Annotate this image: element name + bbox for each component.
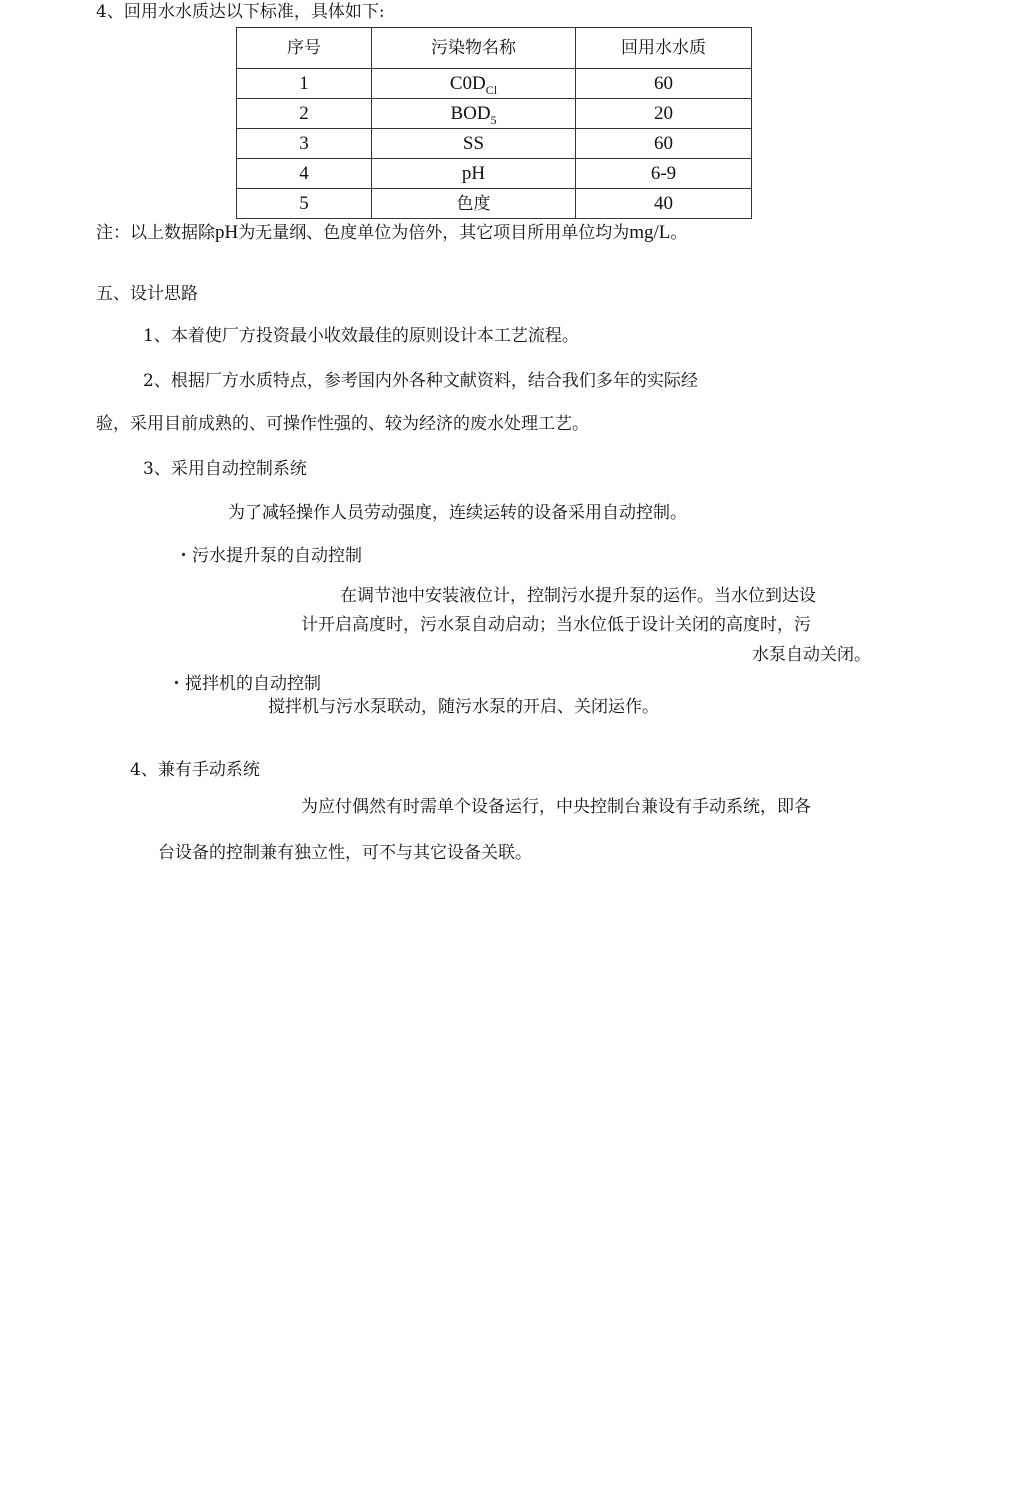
cell-pollutant: SS [372, 129, 576, 159]
principle-3-text: 为了减轻操作人员劳动强度，连续运转的设备采用自动控制。 [228, 503, 687, 523]
principle-4-line1: 为应付偶然有时需单个设备运行，中央控制台兼设有手动系统，即各 [301, 797, 811, 817]
principle-2-line2: 验，采用目前成熟的、可操作性强的、较为经济的废水处理工艺。 [96, 414, 589, 434]
principle-1: 1、本着使厂方投资最小收效最佳的原则设计本工艺流程。 [143, 326, 579, 346]
table-row [237, 129, 752, 159]
bullet-pump-control-line1: 在调节池中安装液位计，控制污水提升泵的运作。当水位到达设 [340, 586, 816, 606]
cell-pollutant: pH [372, 159, 576, 189]
header-pollutant: 污染物名称 [372, 28, 576, 69]
header-no: 序号 [237, 28, 372, 69]
cell-no: 3 [237, 129, 372, 159]
cell-no: 2 [237, 99, 372, 129]
principle-4-line2: 台设备的控制兼有独立性，可不与其它设备关联。 [158, 843, 532, 863]
section4-heading: 4、回用水水质达以下标准，具体如下: [96, 2, 385, 22]
table-row [237, 99, 752, 129]
cell-no: 4 [237, 159, 372, 189]
table-row [237, 189, 752, 219]
bullet-mixer-control-text: 搅拌机与污水泵联动，随污水泵的开启、关闭运作。 [268, 697, 659, 717]
principle-3-title: 3、采用自动控制系统 [143, 459, 307, 479]
header-quality: 回用水水质 [576, 28, 752, 69]
table-header-row [237, 28, 752, 69]
principle-4-title: 4、兼有手动系统 [130, 760, 260, 780]
principle-2-line1: 2、根据厂方水质特点，参考国内外各种文献资料，结合我们多年的实际经 [143, 371, 698, 391]
cell-value: 20 [576, 99, 752, 129]
bullet-pump-control-title: ・污水提升泵的自动控制 [175, 546, 362, 566]
cell-pollutant: 色度 [372, 189, 576, 219]
table-row [237, 69, 752, 99]
cell-value: 40 [576, 189, 752, 219]
table-row [237, 159, 752, 189]
cell-value: 60 [576, 69, 752, 99]
bullet-pump-control-line3: 水泵自动关闭。 [752, 645, 871, 665]
bullet-pump-control-line2: 计开启高度时，污水泵自动启动；当水位低于设计关闭的高度时，污 [301, 615, 811, 635]
section5-title: 五、设计思路 [96, 284, 198, 304]
table-note: 注：以上数据除pH为无量纲、色度单位为倍外，其它项目所用单位均为mg/L。 [96, 222, 688, 243]
cell-value: 6-9 [576, 159, 752, 189]
cell-value: 60 [576, 129, 752, 159]
cell-pollutant: $BOD_5$ [372, 99, 576, 129]
bullet-mixer-control-title: ・搅拌机的自动控制 [168, 674, 321, 694]
cell-pollutant: $C0D_{Cl}$ [372, 69, 576, 99]
cell-no: 1 [237, 69, 372, 99]
water-quality-table [236, 27, 752, 219]
cell-no: 5 [237, 189, 372, 219]
